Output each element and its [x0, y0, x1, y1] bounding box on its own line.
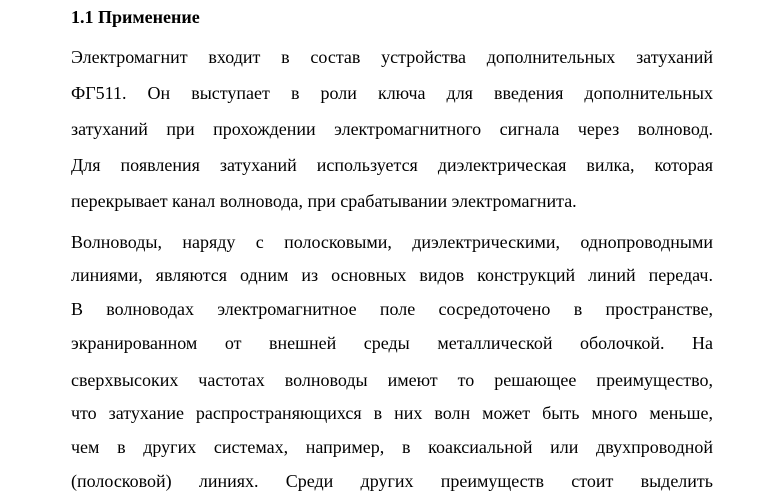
paragraph-2-line: В волноводах электромагнитное поле сосредоточено в пространстве,	[71, 299, 713, 319]
paragraph-2-line: экранированном от внешней среды металлической оболочкой. На	[71, 333, 713, 353]
paragraph-2-line: Волноводы, наряду с полосковыми, диэлектрическими, однопроводными	[71, 232, 713, 252]
paragraph-2-line: что затухание распространяющихся в них волн может быть много меньше,	[71, 403, 713, 423]
paragraph-1-line: ФГ511. Он выступает в роли ключа для введения дополнительных	[71, 83, 713, 103]
paragraph-1-line: Электромагнит входит в состав устройства дополнительных затуханий	[71, 47, 713, 67]
paragraph-1-line: перекрывает канал волновода, при срабатывании электромагнита.	[71, 191, 577, 211]
paragraph-2-line: сверхвысоких частотах волноводы имеют то решающее преимущество,	[71, 370, 713, 390]
paragraph-1-line: Для появления затуханий используется диэлектрическая вилка, которая	[71, 155, 713, 175]
section-heading: 1.1 Применение	[71, 7, 200, 27]
paragraph-2-line: линиями, являются одним из основных видов конструкций линий передач.	[71, 265, 713, 285]
paragraph-2-line: чем в других системах, например, в коаксиальной или двухпроводной	[71, 437, 713, 457]
paragraph-1-line: затуханий при прохождении электромагнитного сигнала через волновод.	[71, 119, 713, 139]
paragraph-2-line: (полосковой) линиях. Среди других преимуществ стоит выделить	[71, 471, 713, 491]
